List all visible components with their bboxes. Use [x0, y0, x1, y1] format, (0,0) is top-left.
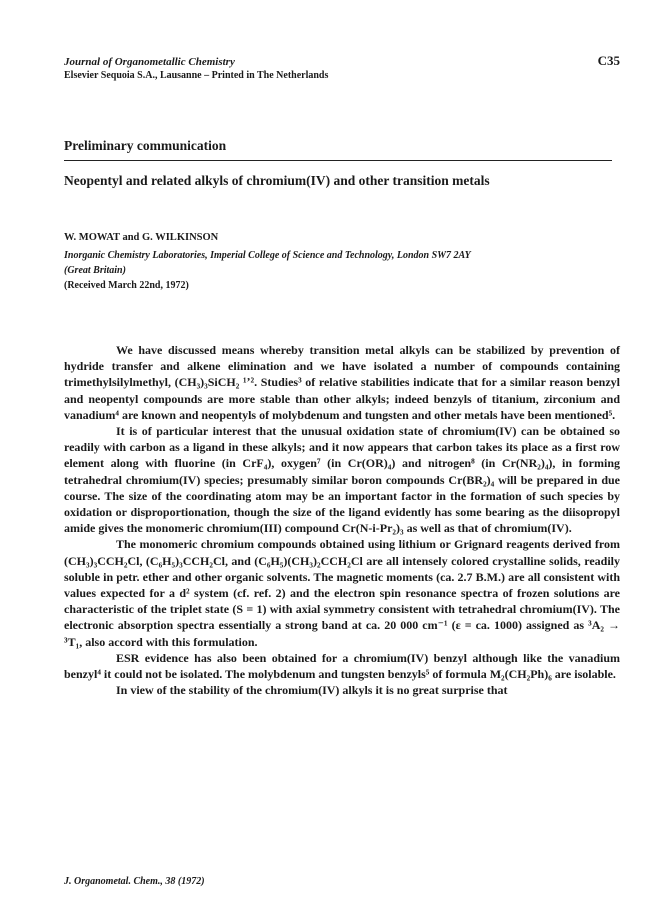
- authors: W. MOWAT and G. WILKINSON: [64, 232, 219, 243]
- publisher-line: Elsevier Sequoia S.A., Lausanne – Printed in The Netherlands: [64, 70, 329, 81]
- header-rule: [64, 160, 612, 161]
- article-body: [64, 342, 620, 698]
- paragraph-4: ESR evidence has also been obtained for a chromium(IV) benzyl although like the vanadium benzyl⁴ it could not be isolated. The molybdenum and tungsten benzyls⁵ of formula M₂(CH₂Ph)₆ are isolable.: [64, 650, 620, 682]
- affiliation-line-1: Inorganic Chemistry Laboratories, Imperial College of Science and Technology, London SW7 2AY: [64, 250, 471, 261]
- communication-type: Preliminary communication: [64, 138, 227, 153]
- page-number: C35: [597, 53, 620, 68]
- paragraph-1: We have discussed means whereby transition metal alkyls can be stabilized by prevention of hydride transfer and alkene elimination and we have isolated a number of compounds containing trimethylsilylmethyl, (CH₃)₃SiCH₂ ¹ʼ². Studies³ of relative stabilities indicate that for a similar reason benzyl and neopentyl compounds are more stable than other alkyls; indeed benzyls of titanium, zirconium and vanadium⁴ are known and neopentyls of molybdenum and tungsten and other metals have been mentioned⁵.: [64, 343, 620, 422]
- journal-name: Journal of Organometallic Chemistry: [64, 56, 235, 68]
- footer-citation: J. Organometal. Chem., 38 (1972): [64, 876, 205, 887]
- paragraph-3: The monomeric chromium compounds obtained using lithium or Grignard reagents derived from (CH₃)₃CCH₂Cl, (C₆H₅)₃CCH₂Cl, and (C₆H₅)(CH₃)₂CCH₂Cl are all intensely colored crystalline solids, readily soluble in petr. ether and other organic solvents. The magnetic moments (ca. 2.7 B.M.) are all consistent with values expected for a d² system (cf. ref. 2) and the electron spin resonance spectra of frozen solutions are characteristic of the triplet state (S = 1) with axial symmetry consistent with tetrahedral chromium(IV). The electronic absorption spectra essentially a strong band at ca. 20 000 cm⁻¹ (ε = ca. 1000) assigned as ³A₂ → ³T₁, also accord with this formulation.: [64, 537, 620, 649]
- affiliation-line-2: (Great Britain): [64, 265, 126, 276]
- article-title: Neopentyl and related alkyls of chromium(IV) and other transition metals: [64, 173, 490, 188]
- received-date: (Received March 22nd, 1972): [64, 280, 189, 291]
- paragraph-2: It is of particular interest that the unusual oxidation state of chromium(IV) can be obtained so readily with carbon as a ligand in these alkyls; and it now appears that carbon takes its place as a first row element along with fluorine (in CrF₄), oxygen⁷ (in Cr(OR)₄) and nitrogen⁸ (in Cr(NR₂)₄), in forming tetrahedral chromium(IV) species; presumably similar boron compounds Cr(BR₂)₄ will be prepared in due course. The size of the coordinating atom may be an important factor in the formation of such species by oxidation or disproportionation, though the size of the ligand evidently has some bearing as the diisopropyl amide gives the monomeric chromium(III) compound Cr(N-i-Pr₂)₃ as well as that of chromium(IV).: [64, 424, 620, 536]
- paragraph-5: In view of the stability of the chromium(IV) alkyls it is no great surprise that: [116, 683, 508, 698]
- affiliation: [64, 248, 471, 278]
